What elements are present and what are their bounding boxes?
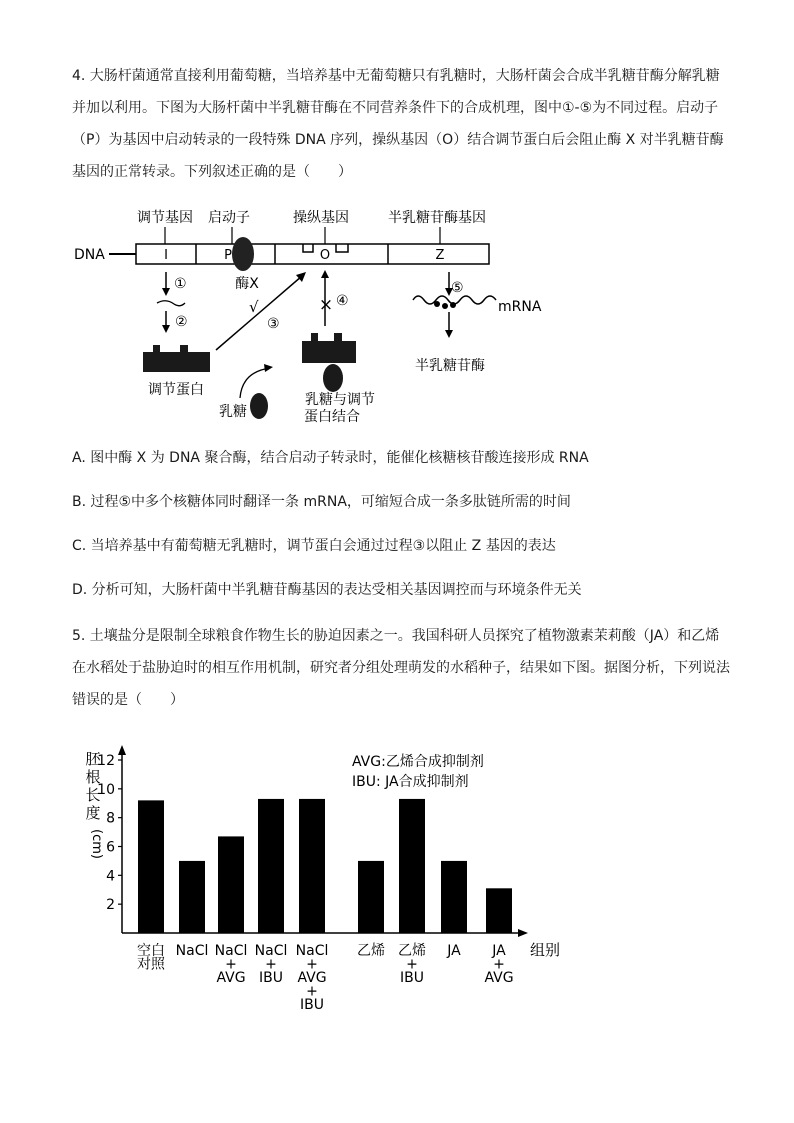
category-label-2: AVG [216, 970, 246, 986]
category-label-2: + [225, 956, 237, 973]
question-4-stem: 4. 大肠杆菌通常直接利用葡萄糖，当培养基中无葡萄糖只有乳糖时，大肠杆菌会合成半乳糖苷酶分解乳糖并加以利用。下图为大肠杆菌中半乳糖苷酶在不同营养条件下的合成机理，图中①-⑤为不同过程。启动子（P）为基因中启动转录的一段特殊 DNA 序列，操纵基因（O）结合调节蛋白后会阻止酶 X 对半乳糖苷酶基因的正常转录。下列叙述正确的是（ ） [72, 68, 724, 180]
root-length-chart [0, 730, 794, 1020]
y-axis-label-part: 长 [85, 786, 101, 804]
category-label-6: 乙烯 [398, 943, 426, 959]
y-axis-arrow [118, 745, 126, 755]
category-label-1: NaCl [175, 943, 209, 959]
bound-label-2: 蛋白结合 [304, 409, 360, 425]
category-label-4: + [306, 956, 318, 973]
bound-complex-shape [302, 333, 356, 363]
question-5-stem: 5. 土壤盐分是限制全球粮食作物生长的胁迫因素之一。我国科研人员探究了植物激素茉莉酸（JA）和乙烯在水稻处于盐胁迫时的相互作用机制，研究者分组处理萌发的水稻种子，结果如下图。据图分析，下列说法错误的是（ ） [72, 628, 730, 708]
segment-P: P [224, 248, 232, 263]
option-a: A. 图中酶 X 为 DNA 聚合酶，结合启动子转录时，能催化核糖核苷酸连接形成 RNA [72, 450, 589, 466]
category-label-3: IBU [259, 970, 283, 986]
category-label-0: 空白 [137, 943, 165, 959]
bar-1 [179, 861, 205, 933]
category-label-7: JA [447, 943, 461, 959]
bar-6 [399, 799, 425, 933]
y-axis-label-part: 度 [85, 804, 101, 822]
category-label-4: + [306, 983, 318, 1000]
bar-0 [138, 800, 164, 933]
step-4: ④ [336, 293, 349, 309]
bar-2 [218, 836, 244, 933]
lactose-label: 乳糖 [219, 404, 247, 420]
y-axis-label-part: 胚 [85, 750, 101, 768]
segment-I: I [164, 248, 168, 263]
x-axis-arrow [518, 929, 528, 937]
step-1: ① [174, 276, 187, 292]
bar-8 [486, 888, 512, 933]
y-tick-label-1: 4 [106, 868, 115, 885]
product-label: 半乳糖苷酶 [415, 358, 485, 374]
y-tick-label-2: 6 [106, 839, 115, 856]
legend-note-1: IBU: JA合成抑制剂 [352, 774, 469, 790]
mrna-label: mRNA [498, 299, 542, 315]
y-axis-label-part: 根 [85, 768, 101, 786]
y-tick-label-5: 12 [97, 753, 115, 769]
step-2: ② [175, 314, 188, 330]
bar-4 [299, 799, 325, 933]
category-label-8: AVG [484, 970, 514, 986]
lactose-molecule [250, 393, 268, 419]
category-label-6: + [406, 956, 418, 973]
x-axis-label: 组别 [530, 941, 561, 959]
category-label-0: 对照 [137, 956, 165, 973]
enzyme-x [232, 237, 254, 271]
y-tick-label-0: 2 [106, 897, 115, 914]
category-label-3: + [265, 956, 277, 973]
regulatory-protein-shape [143, 345, 210, 372]
option-c: C. 当培养基中有葡萄糖无乳糖时，调节蛋白会通过过程③以阻止 Z 基因的表达 [72, 538, 556, 554]
dna-label: DNA [74, 247, 105, 263]
category-label-5: 乙烯 [357, 943, 385, 959]
y-axis-label-part: (cm) [89, 829, 104, 859]
label-promoter: 启动子 [208, 210, 250, 226]
label-regulatory-gene: 调节基因 [137, 210, 193, 226]
y-tick-label-3: 8 [106, 810, 115, 827]
bar-7 [441, 861, 467, 933]
category-label-8: JA [492, 943, 506, 959]
category-label-4: NaCl [295, 943, 329, 959]
category-label-2: NaCl [214, 943, 248, 959]
check-mark: √ [249, 298, 259, 316]
cross-mark: × [318, 295, 334, 315]
enzyme-x-label: 酶X [235, 276, 259, 292]
y-tick-label-4: 10 [97, 781, 115, 798]
step-3: ③ [267, 316, 280, 332]
mrna-fragment [157, 301, 185, 306]
lac-operon-diagram [0, 0, 794, 430]
bar-3 [258, 799, 284, 933]
category-label-3: NaCl [254, 943, 288, 959]
option-d: D. 分析可知，大肠杆菌中半乳糖苷酶基因的表达受相关基因调控而与环境条件无关 [72, 582, 582, 598]
label-galactosidase-gene: 半乳糖苷酶基因 [388, 210, 486, 226]
label-operator: 操纵基因 [293, 210, 349, 226]
bound-label-1: 乳糖与调节 [305, 392, 375, 408]
category-label-6: IBU [400, 970, 424, 986]
segment-O: O [319, 248, 331, 263]
bar-5 [358, 861, 384, 933]
category-label-4: IBU [300, 997, 324, 1013]
category-label-4: AVG [297, 970, 327, 986]
option-b: B. 过程⑤中多个核糖体同时翻译一条 mRNA，可缩短合成一条多肽链所需的时间 [72, 494, 571, 510]
category-label-8: + [493, 956, 505, 973]
segment-Z: Z [435, 248, 445, 263]
legend-note-0: AVG:乙烯合成抑制剂 [352, 754, 484, 770]
step-5: ⑤ [451, 280, 464, 296]
regulatory-protein-label: 调节蛋白 [148, 382, 204, 398]
